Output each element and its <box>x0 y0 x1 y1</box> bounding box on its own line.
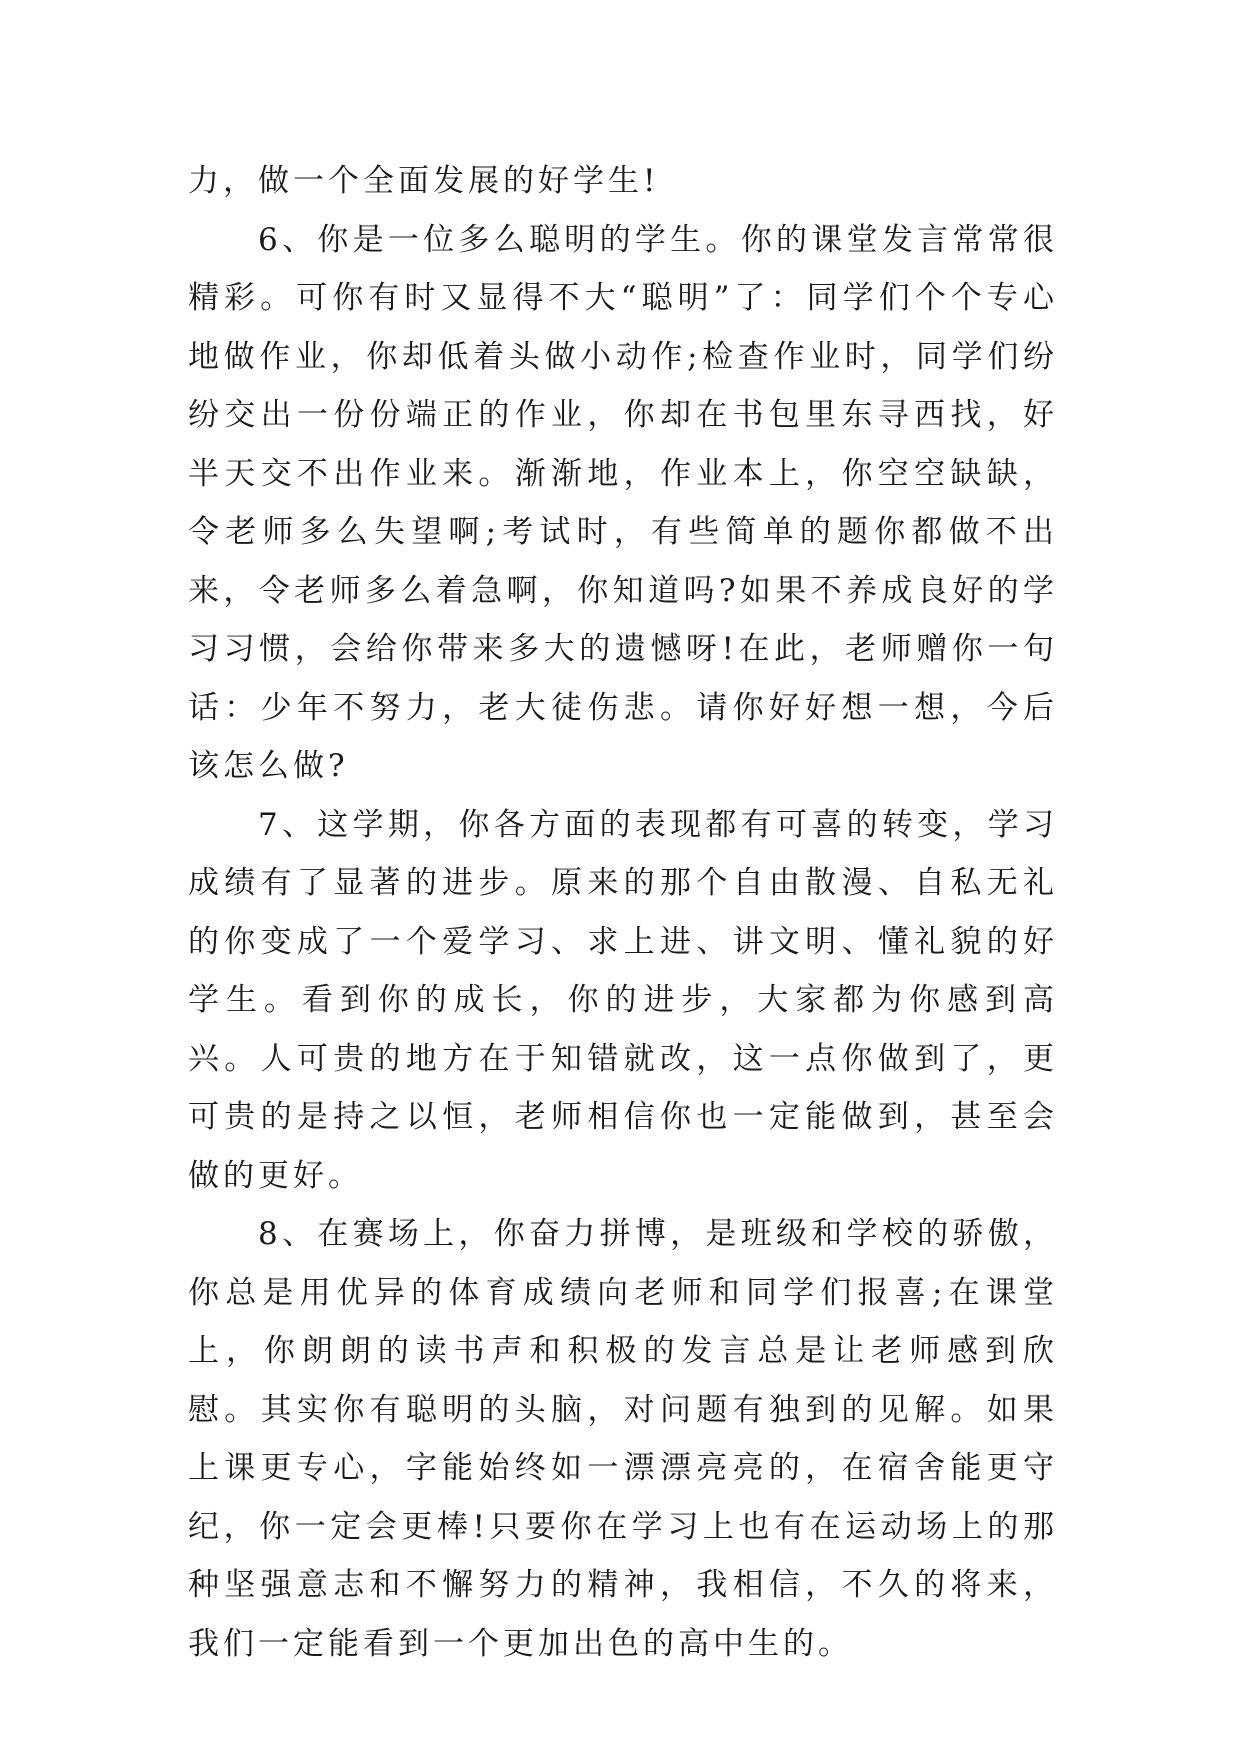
paragraph-6: 6、你是一位多么聪明的学生。你的课堂发言常常很精彩。可你有时又显得不大“聪明”了：同学们个个专心地做作业，你却低着头做小动作;检查作业时，同学们纷纷交出一份份端正的作业，你却在书包里东寻西找，好半天交不出作业来。渐渐地，作业本上，你空空缺缺，令老师多么失望啊;考试时，有些简单的题你都做不出来，令老师多么着急啊，你知道吗?如果不养成良好的学习习惯，会给你带来多大的遗憾呀!在此，老师赠你一句话：少年不努力，老大徒伤悲。请你好好想一想，今后该怎么做? <box>188 221 1058 784</box>
paragraph-5-continued: 力，做一个全面发展的好学生! <box>188 163 660 199</box>
document-page <box>188 152 1058 1673</box>
paragraph-7: 7、这学期，你各方面的表现都有可喜的转变，学习成绩有了显著的进步。原来的那个自由散漫、自私无礼的你变成了一个爱学习、求上进、讲文明、懂礼貌的好学生。看到你的成长，你的进步，大家都为你感到高兴。人可贵的地方在于知错就改，这一点你做到了，更可贵的是持之以恒，老师相信你也一定能做到，甚至会做的更好。 <box>188 806 1058 1194</box>
paragraph-8: 8、在赛场上，你奋力拼博，是班级和学校的骄傲，你总是用优异的体育成绩向老师和同学们报喜;在课堂上，你朗朗的读书声和积极的发言总是让老师感到欣慰。其实你有聪明的头脑，对问题有独到的见解。如果上课更专心，字能始终如一漂漂亮亮的，在宿舍能更守纪，你一定会更棒!只要你在学习上也有在运动场上的那种坚强意志和不懈努力的精神，我相信，不久的将来，我们一定能看到一个更加出色的高中生的。 <box>188 1216 1058 1662</box>
